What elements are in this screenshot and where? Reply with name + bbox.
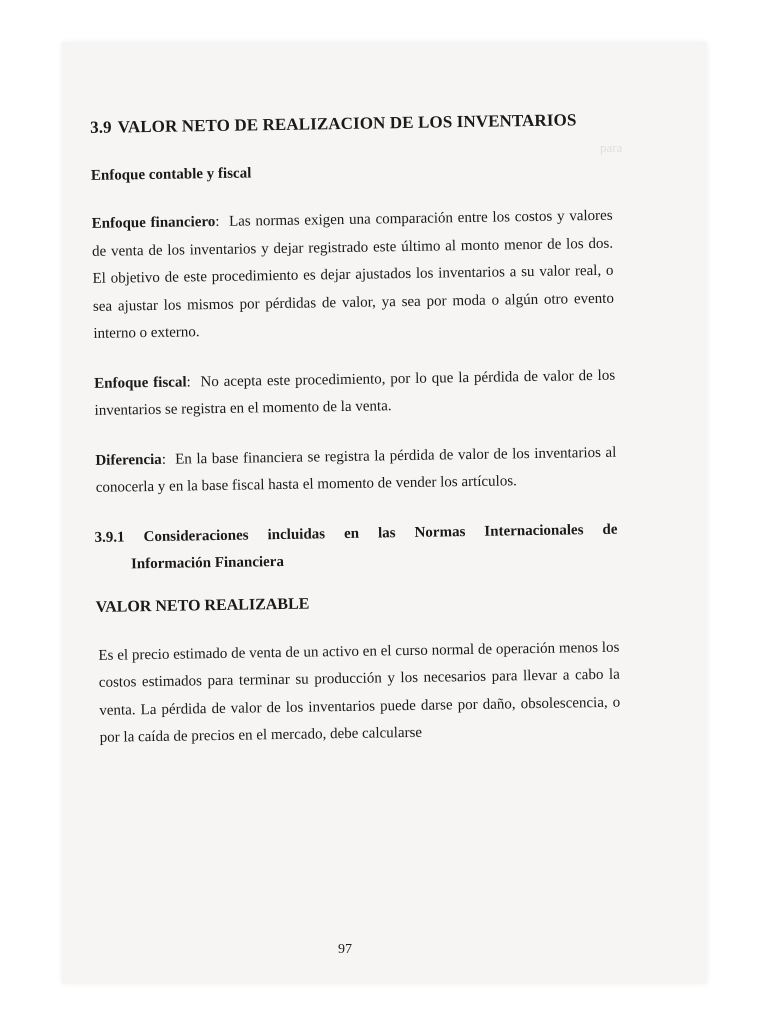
label-diferencia: Diferencia	[95, 451, 162, 469]
subsection-word: Consideraciones	[143, 526, 249, 545]
subheading: Enfoque contable y fiscal	[90, 165, 252, 184]
paragraph-financiero: Enfoque financiero: Las normas exigen una comparación entre los costos y valores de venta de los inventarios y dejar registrado este último al monto menor de los dos. El objetivo de este procedimiento es dejar ajustados los inventarios a su valor real, o sea ajustar los mismos por pérdidas de valor, ya sea por moda o algún otro evento interno o externo.	[91, 207, 615, 342]
paragraph-diferencia: Diferencia: En la base financiera se registra la pérdida de valor de los inventarios al conocerla y en la base fiscal hasta el momento de vender los artículos.	[95, 444, 617, 496]
subsection-word: incluidas	[267, 525, 326, 543]
text-diferencia: En la base financiera se registra la pérdida de valor de los inventarios al conocerla y en la base fiscal hasta el momento de vender los artículos.	[95, 444, 617, 496]
subsection-word: Internacionales	[484, 521, 584, 540]
vnr-heading: VALOR NETO REALIZABLE	[95, 595, 310, 616]
label-fiscal: Enfoque fiscal	[94, 373, 187, 392]
text-financiero: Las normas exigen una comparación entre los costos y valores de venta de los inventarios y dejar registrado este último al monto menor de los dos. El objetivo de este procedimiento es dejar ajustados los inventarios a su valor real, o sea ajustar los mismos por pérdidas de valor, ya sea por moda o algún otro evento interno o externo.	[91, 207, 615, 342]
subsection-word: las	[377, 524, 396, 541]
subsection-number: 3.9.1	[94, 528, 125, 546]
subsection-word: Normas	[414, 523, 466, 541]
page-content	[86, 110, 621, 775]
paragraph-fiscal: Enfoque fiscal: No acepta este procedimiento, por lo que la pérdida de valor de los inventarios se registra en el momento de la venta.	[94, 367, 616, 419]
title-text: VALOR NETO DE REALIZACION DE LOS INVENTARIOS	[117, 110, 577, 137]
subsection-word: en	[343, 525, 360, 542]
subsection-word: de	[602, 521, 618, 538]
label-financiero: Enfoque financiero	[91, 213, 216, 232]
bleed-through-text: para	[600, 140, 623, 155]
title-number: 3.9	[89, 117, 112, 137]
text-fiscal: No acepta este procedimiento, por lo que la pérdida de valor de los inventarios se registra en el momento de la venta.	[94, 367, 616, 419]
subsection-heading	[94, 516, 618, 578]
vnr-paragraph: Es el precio estimado de venta de un activo en el curso normal de operación menos los costos estimados para terminar su producción y los necesarios para llevar a cabo la venta. La pérdida de valor de los inventarios puede darse por daño, obsolescencia, o por la caída de precios en el mercado, debe calcularse	[98, 639, 621, 746]
page-number: 97	[338, 942, 352, 957]
subsection-line2: Información Financiera	[130, 553, 285, 572]
